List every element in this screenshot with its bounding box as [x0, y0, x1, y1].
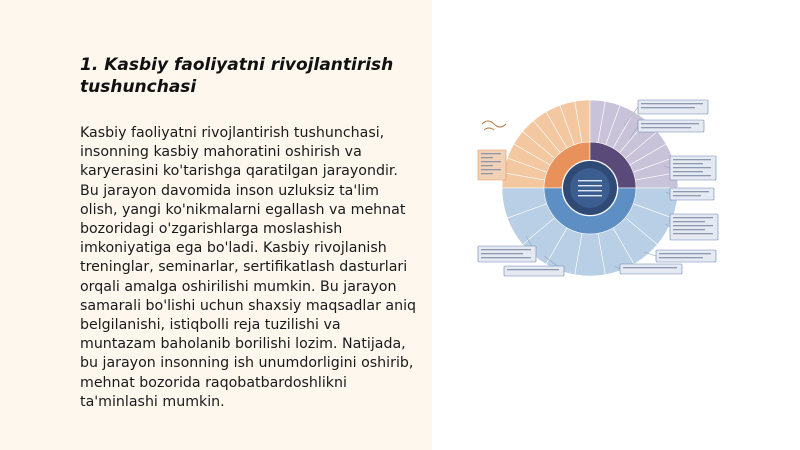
diagram-label-box	[656, 250, 716, 262]
slide-body-text: Kasbiy faoliyatni rivojlantirish tushunchasi, insonning kasbiy mahoratini oshirish va karyerasini ko'tarishga qaratilgan jarayondir. Bu jarayon davomida inson uzluksiz ta'lim olish, yangi ko'nikmalarni egallash va mehnat bozoridagi o'zgarishlarga moslashish imkoniyatiga ega bo'ladi. Kasbiy rivojlanish treninglar, seminarlar, sertifikatlash dasturlari orqali amalga oshirilishi mumkin. Bu jarayon samarali bo'lishi uchun shaxsiy maqsadlar aniq belgilanishi, istiqbolli reja tuzilishi va muntazam baholanib borilishi lozim. Natijada, bu jarayon insonning ish unumdorligini oshirib, mehnat bozorida raqobatbardoshlikni ta'minlashi mumkin.	[80, 125, 417, 410]
diagram-label-box	[670, 188, 714, 200]
diagram-label-text-line	[673, 171, 703, 172]
diagram-core-text-line	[578, 190, 602, 191]
diagram-label-text-line	[673, 195, 701, 196]
diagram-core-text-line	[578, 185, 602, 186]
diagram-label-text-line	[673, 229, 705, 230]
diagram-label-text-line	[673, 175, 711, 176]
diagram-core-inner	[570, 168, 610, 208]
diagram-label-text-line	[481, 257, 531, 258]
diagram-label-text-line	[673, 167, 711, 168]
diagram-label-text-line	[481, 157, 493, 158]
diagram-label-text-line	[641, 123, 699, 124]
diagram-label-text-line	[659, 257, 703, 258]
diagram-label-text-line	[481, 169, 501, 170]
diagram-label-text-line	[641, 107, 695, 108]
diagram-label-text-line	[659, 253, 711, 254]
diagram-label-text-line	[673, 221, 705, 222]
diagram-label-box	[504, 266, 564, 276]
diagram-label-text-line	[641, 103, 703, 104]
diagram-label-text-line	[673, 217, 713, 218]
diagram-label-text-line	[673, 233, 713, 234]
diagram-squiggle	[482, 121, 506, 130]
diagram-label-text-line	[673, 191, 709, 192]
diagram-core-text-line	[578, 180, 602, 181]
diagram-label-text-line	[481, 165, 493, 166]
diagram-label-text-line	[673, 225, 713, 226]
diagram-label-text-line	[673, 159, 711, 160]
diagram-label-text-line	[641, 127, 691, 128]
slide-title: 1. Kasbiy faoliyatni rivojlantirish tushunchasi	[80, 55, 394, 97]
diagram-label-box	[638, 120, 704, 132]
radial-diagram-figure	[474, 96, 722, 280]
diagram-label-text-line	[481, 173, 493, 174]
diagram-label-text-line	[507, 269, 559, 270]
diagram-core-text-line	[578, 195, 602, 196]
diagram-label-text-line	[481, 253, 523, 254]
diagram-label-text-line	[481, 249, 531, 250]
diagram-label-text-line	[481, 161, 501, 162]
diagram-label-text-line	[623, 267, 677, 268]
diagram-label-box	[620, 264, 682, 274]
radial-diagram-svg	[474, 96, 722, 280]
diagram-label-text-line	[481, 153, 501, 154]
diagram-label-text-line	[673, 163, 703, 164]
